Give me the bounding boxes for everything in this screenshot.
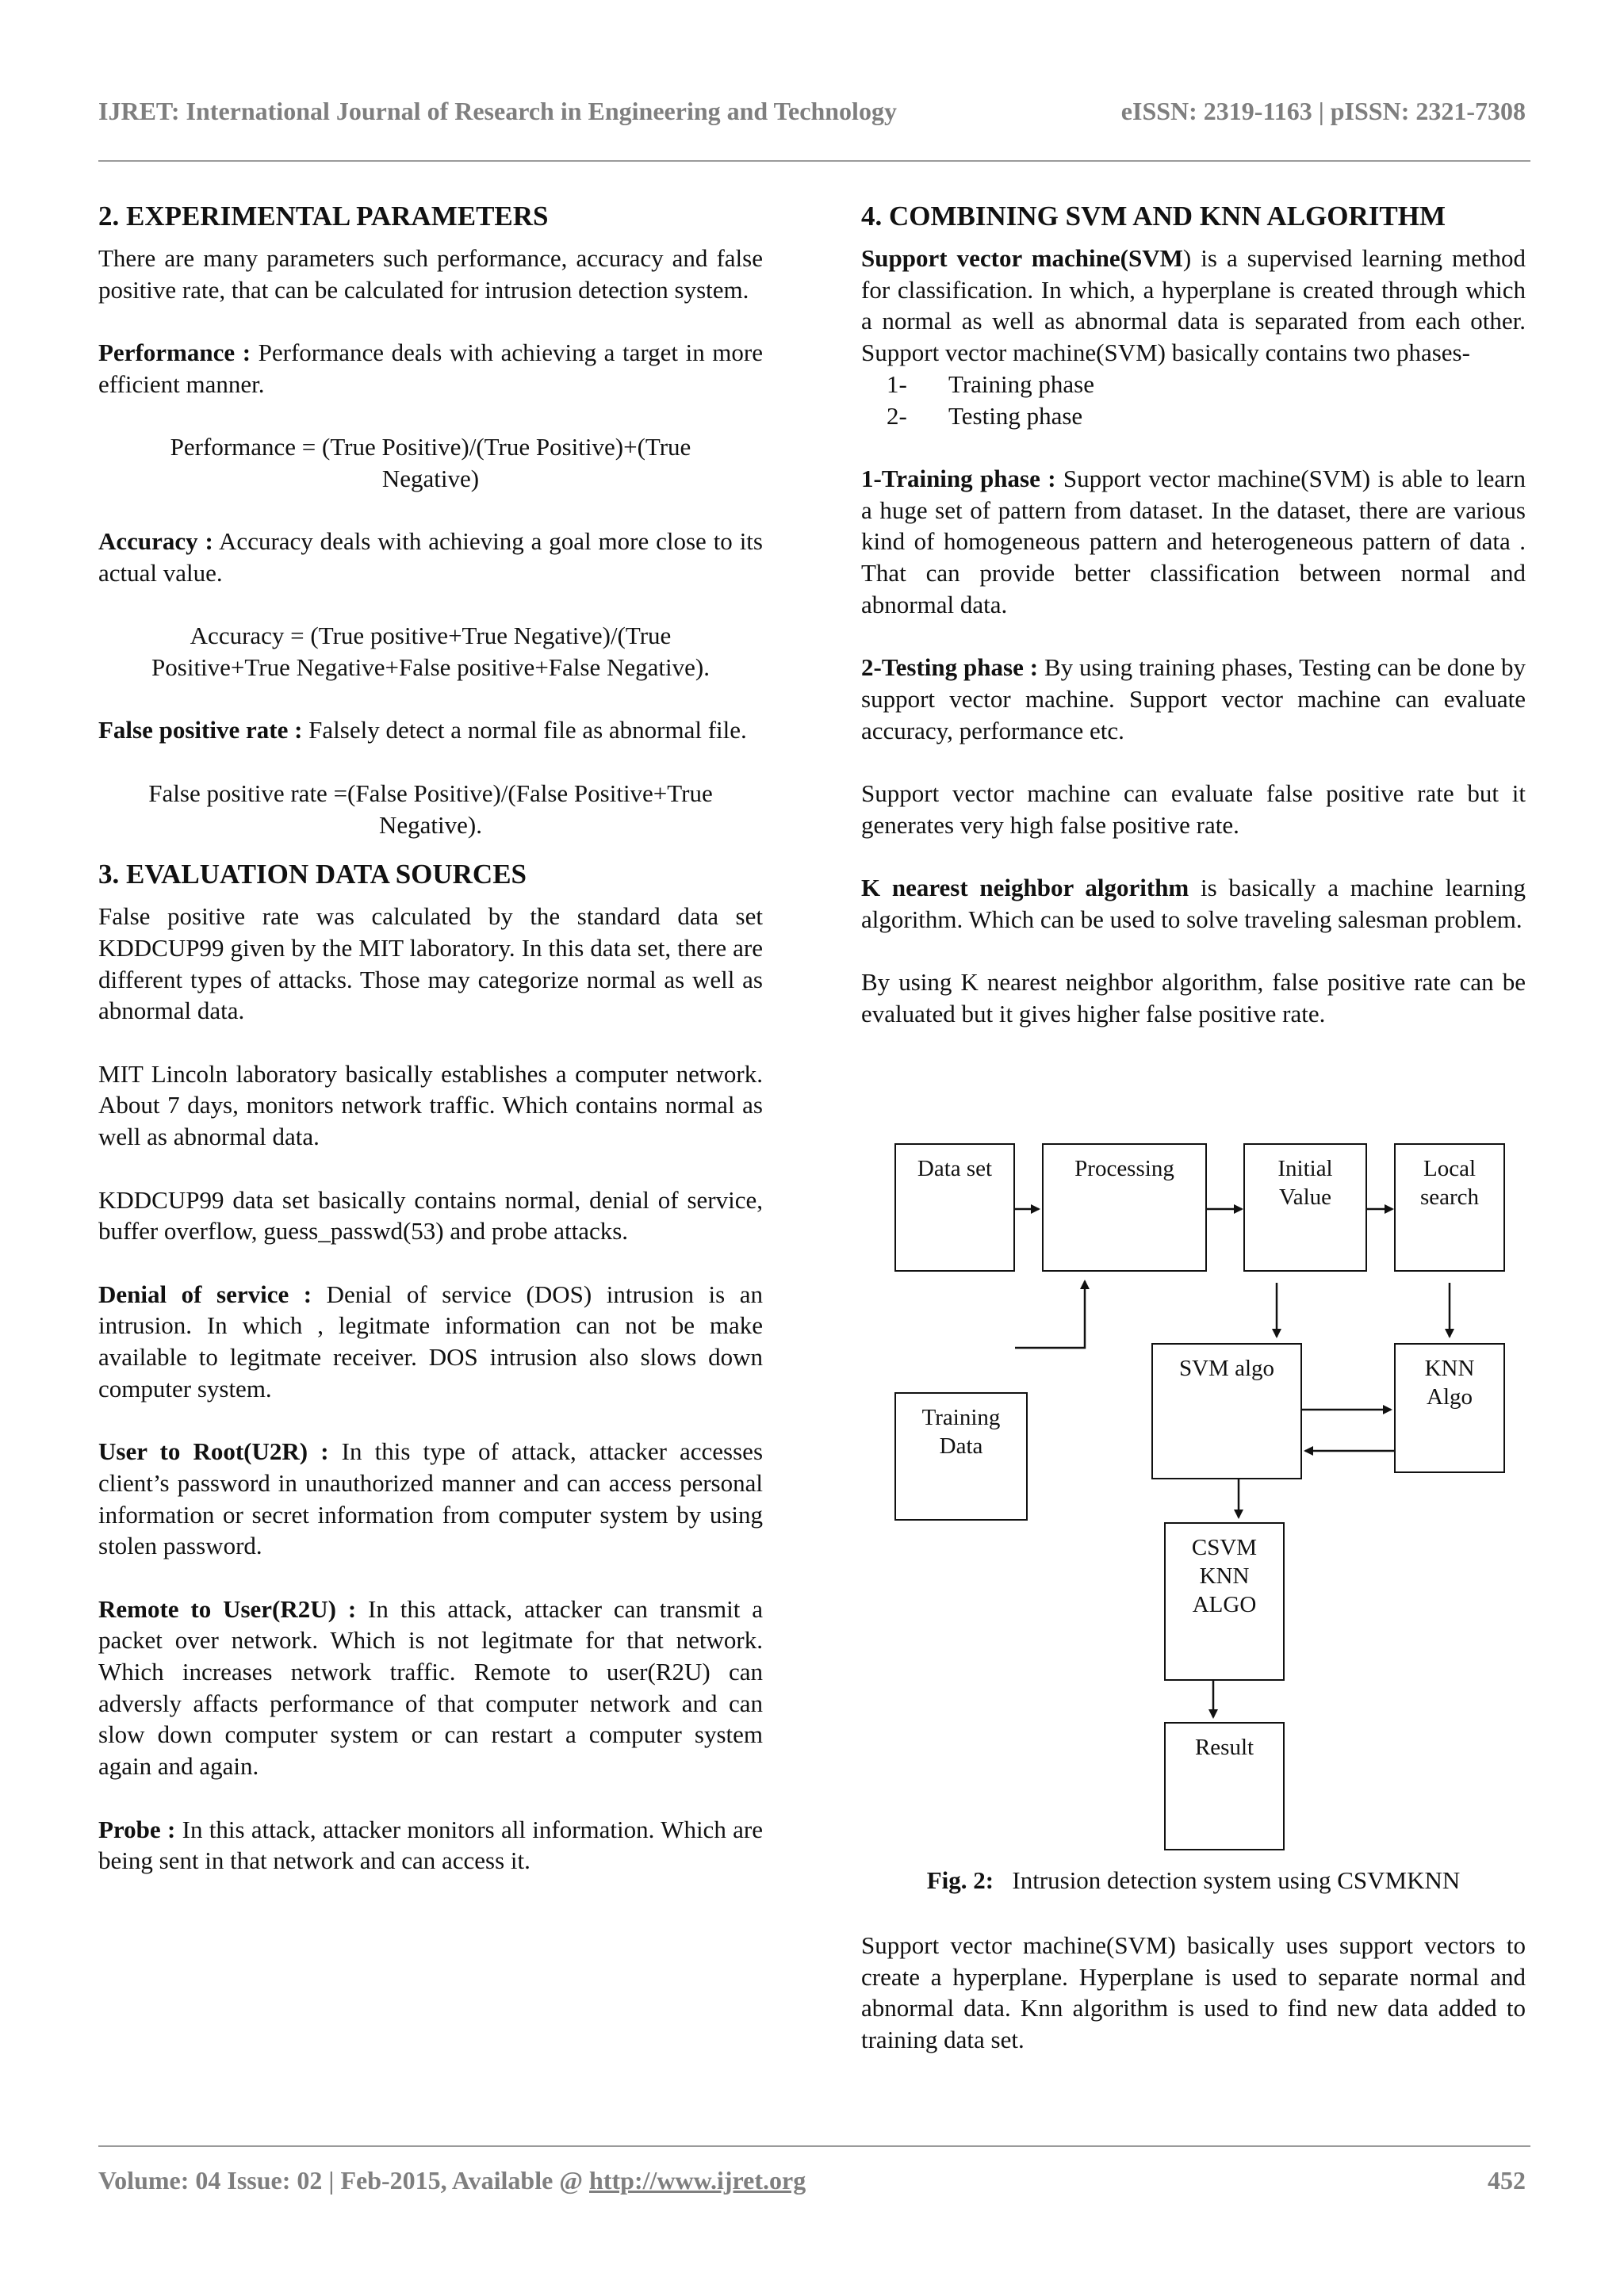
svm-algo-box bbox=[1151, 1343, 1302, 1479]
training-phase-text: Support vector machine(SVM) is able to learn a huge set of pattern from dataset. In the dataset, there are various kind of homogeneous pattern and heterogeneous pattern of data . That can provide better classification between normal and abnormal data. bbox=[861, 464, 1526, 618]
page-footer bbox=[98, 2166, 1526, 2195]
knn-paragraph bbox=[861, 872, 1526, 935]
initial-label-1: Initial bbox=[1277, 1156, 1333, 1181]
closing-block bbox=[861, 1930, 1526, 2056]
left-column bbox=[98, 198, 763, 1877]
list-item bbox=[887, 369, 1526, 400]
accuracy-equation: Accuracy = (True positive+True Negative)/(True Positive+True Negative+False positive+False Negative). bbox=[151, 622, 710, 682]
svm-label: Support vector machine(SVM bbox=[861, 244, 1183, 272]
testing-phase-text: By using training phases, Testing can be done by support vector machine. Support vector machine can evaluate accuracy, performance etc. bbox=[861, 653, 1526, 744]
figure-label: Fig. 2: bbox=[926, 1866, 994, 1894]
section-2-intro: There are many parameters such performance, accuracy and false positive rate, that can be calculated for intrusion detection system. bbox=[98, 244, 763, 304]
knn-label-2: Algo bbox=[1427, 1384, 1473, 1410]
fpr-text: Falsely detect a normal file as abnormal file. bbox=[302, 716, 747, 744]
probe-paragraph bbox=[98, 1814, 763, 1877]
issn-info: eISSN: 2319-1163 | pISSN: 2321-7308 bbox=[1120, 97, 1526, 125]
training-phase-label: 1-Training phase : bbox=[861, 464, 1056, 492]
figure-text: Intrusion detection system using CSVMKNN bbox=[1012, 1866, 1461, 1894]
r2u-label: Remote to User(R2U) : bbox=[98, 1594, 357, 1623]
section-3-para-3: KDDCUP99 data set basically contains normal, denial of service, buffer overflow, guess_passwd(53) and probe attacks. bbox=[98, 1185, 763, 1246]
dos-paragraph bbox=[98, 1279, 763, 1405]
result-box bbox=[1164, 1722, 1285, 1850]
section-3-title: 3. EVALUATION DATA SOURCES bbox=[98, 859, 527, 890]
svm-paragraph bbox=[861, 243, 1526, 369]
u2r-label: User to Root(U2R) : bbox=[98, 1437, 329, 1466]
csvmknn-diagram bbox=[880, 1126, 1530, 1871]
csvmknn-box bbox=[1164, 1522, 1285, 1681]
section-4-title: 4. COMBINING SVM AND KNN ALGORITHM bbox=[861, 201, 1446, 232]
section-3-para-2: MIT Lincoln laboratory basically establishes a computer network. About 7 days, monitors network traffic. Which contains normal as well as abnormal data. bbox=[98, 1059, 763, 1151]
probe-text: In this attack, attacker monitors all information. Which are being sent in that network and can access it. bbox=[98, 1815, 763, 1875]
svm-fpr-paragraph: Support vector machine can evaluate false positive rate but it generates very high false positive rate. bbox=[861, 779, 1526, 839]
dos-text: Denial of service (DOS) intrusion is an intrusion. In which , legitmate information can not be make available to legitmate receiver. DOS intrusion also slows down computer system. bbox=[98, 1280, 763, 1402]
knn-label: K nearest neighbor algorithm bbox=[861, 874, 1189, 901]
footer-volume: Volume: 04 Issue: 02 | Feb-2015, Available @ bbox=[98, 2166, 590, 2195]
closing-paragraph: Support vector machine(SVM) basically uses support vectors to create a hyperplane. Hyperplane is used to separate normal and abnormal data. Knn algorithm is used to find new data added to training data set. bbox=[861, 1931, 1526, 2054]
footer-rule bbox=[98, 2145, 1530, 2147]
svm-text: ) is a supervised learning method for classification. In which, a hyperplane is created through which a normal as well as abnormal data is separated from each other. Support vector machine(SVM) basically contains two phases- bbox=[861, 244, 1526, 367]
processing-label: Processing bbox=[1074, 1156, 1174, 1181]
page-number: 452 bbox=[1488, 2166, 1526, 2195]
arrow-training-processing bbox=[1015, 1281, 1085, 1348]
section-2-title: 2. EXPERIMENTAL PARAMETERS bbox=[98, 201, 549, 232]
testing-phase-label: 2-Testing phase : bbox=[861, 653, 1039, 682]
fpr-label: False positive rate : bbox=[98, 716, 303, 744]
training-label-1: Training bbox=[921, 1405, 1001, 1430]
u2r-paragraph bbox=[98, 1436, 763, 1562]
training-phase-paragraph bbox=[861, 463, 1526, 621]
performance-label: Performance : bbox=[98, 339, 251, 367]
knn-text: is basically a machine learning algorithm. Which can be used to solve traveling salesman problem. bbox=[861, 874, 1526, 933]
training-data-box bbox=[894, 1392, 1028, 1521]
dataset-box bbox=[894, 1143, 1015, 1272]
local-label-1: Local bbox=[1423, 1156, 1476, 1181]
performance-text: Performance deals with achieving a target in more efficient manner. bbox=[98, 339, 764, 398]
csvm-label-2: KNN bbox=[1199, 1563, 1250, 1589]
testing-phase-paragraph bbox=[861, 652, 1526, 746]
right-column bbox=[861, 198, 1526, 1030]
dos-label: Denial of service : bbox=[98, 1280, 312, 1308]
u2r-text: In this type of attack, attacker accesses client’s password in unauthorized manner and can access personal information or secret information from computer system by using stolen password. bbox=[98, 1437, 764, 1560]
dataset-label: Data set bbox=[917, 1156, 993, 1181]
phase-list bbox=[887, 369, 1526, 431]
r2u-paragraph bbox=[98, 1594, 763, 1782]
svm-algo-label: SVM algo bbox=[1178, 1356, 1275, 1381]
performance-equation: Performance = (True Positive)/(True Positive)+(True Negative) bbox=[170, 433, 691, 492]
knn-algo-box bbox=[1394, 1343, 1505, 1473]
training-label-2: Data bbox=[939, 1433, 983, 1459]
list-item-label: Training phase bbox=[948, 369, 1094, 398]
initial-value-box bbox=[1243, 1143, 1367, 1272]
local-label-2: search bbox=[1419, 1184, 1480, 1210]
accuracy-text: Accuracy deals with achieving a goal more close to its actual value. bbox=[98, 527, 763, 587]
list-item-number: 2- bbox=[887, 401, 907, 430]
knn-label-1: KNN bbox=[1424, 1356, 1475, 1381]
list-item bbox=[887, 400, 1526, 432]
processing-box bbox=[1042, 1143, 1207, 1272]
accuracy-paragraph bbox=[98, 526, 763, 588]
performance-paragraph bbox=[98, 337, 763, 400]
csvm-label-1: CSVM bbox=[1191, 1535, 1258, 1560]
accuracy-label: Accuracy : bbox=[98, 527, 213, 556]
footer-link[interactable]: http://www.ijret.org bbox=[589, 2166, 806, 2195]
csvm-label-3: ALGO bbox=[1192, 1592, 1257, 1617]
header-rule bbox=[98, 160, 1530, 162]
initial-label-2: Value bbox=[1278, 1184, 1332, 1210]
probe-label: Probe : bbox=[98, 1815, 176, 1843]
knn-fpr-paragraph: By using K nearest neighbor algorithm, false positive rate can be evaluated but it gives higher false positive rate. bbox=[861, 968, 1526, 1027]
figure-caption bbox=[861, 1866, 1526, 1895]
fpr-paragraph bbox=[98, 714, 763, 746]
list-item-number: 1- bbox=[887, 369, 907, 398]
result-label: Result bbox=[1194, 1735, 1254, 1760]
list-item-label: Testing phase bbox=[948, 401, 1083, 430]
journal-title: IJRET: International Journal of Research in Engineering and Technology bbox=[98, 97, 897, 125]
r2u-text: In this attack, attacker can transmit a packet over network. Which is not legitmate for that network. Which increases network traffic. Remote to user(R2U) can adversly affacts performance of that computer network and can slow down computer system or can restart a computer system again and again. bbox=[98, 1594, 764, 1781]
fpr-equation: False positive rate =(False Positive)/(False Positive+True Negative). bbox=[148, 779, 713, 839]
local-search-box bbox=[1394, 1143, 1505, 1272]
section-3-para-1: False positive rate was calculated by the standard data set KDDCUP99 given by the MIT laboratory. In this data set, there are different types of attacks. Those may categorize normal as well as abnormal data. bbox=[98, 902, 763, 1025]
